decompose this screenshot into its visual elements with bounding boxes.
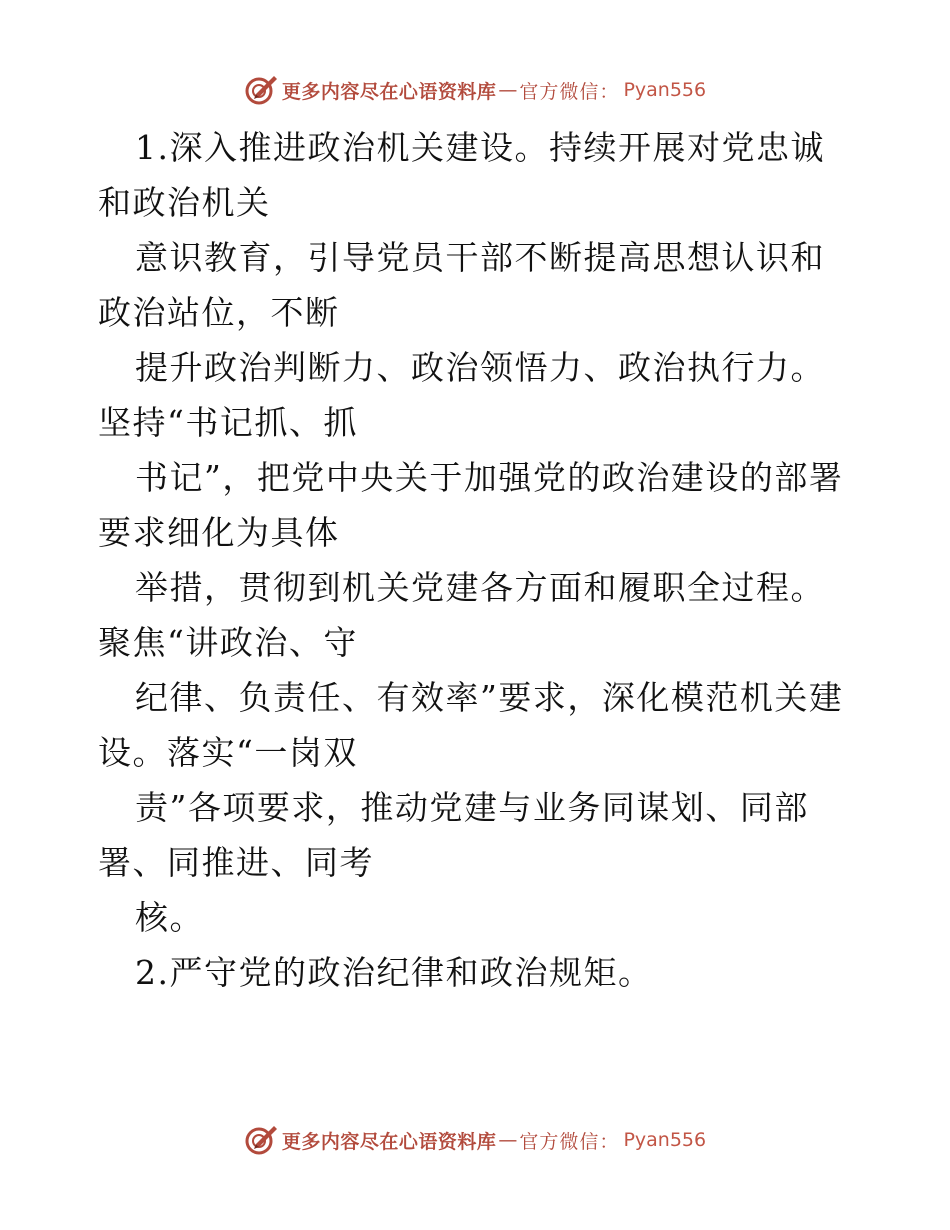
banner-dash: — bbox=[498, 1129, 518, 1151]
banner-wechat-label: 官方微信： bbox=[519, 80, 620, 103]
paragraph-5: 举措，贯彻到机关党建各方面和履职全过程。聚焦“讲政治、守 bbox=[98, 568, 825, 662]
pen-circle-logo-icon bbox=[244, 1123, 278, 1157]
pen-circle-logo-icon bbox=[244, 73, 278, 107]
paragraph-2: 意识教育，引导党员干部不断提高思想认识和政治站位，不断 bbox=[98, 238, 825, 332]
paragraph-4: 书记”，把党中央关于加强党的政治建设的部署要求细化为具体 bbox=[98, 458, 844, 552]
banner-wechat-label: 官方微信： bbox=[519, 1130, 620, 1153]
header-banner bbox=[0, 70, 950, 110]
footer-banner bbox=[0, 1120, 950, 1160]
paragraph-9: 2.严守党的政治纪律和政治规矩。 bbox=[135, 953, 653, 992]
banner-wechat-id: Pyan556 bbox=[623, 1129, 707, 1151]
paragraph-7: 责”各项要求，推动党建与业务同谋划、同部署、同推进、同考 bbox=[98, 788, 809, 882]
paragraph-8: 核。 bbox=[135, 898, 204, 937]
paragraph-3: 提升政治判断力、政治领悟力、政治执行力。坚持“书记抓、抓 bbox=[98, 348, 825, 442]
paragraph-1: 1.深入推进政治机关建设。持续开展对党忠诚和政治机关 bbox=[98, 128, 825, 222]
banner-dash: — bbox=[498, 79, 518, 101]
document-body bbox=[98, 120, 858, 1000]
paragraph-6: 纪律、负责任、有效率”要求，深化模范机关建设。落实“一岗双 bbox=[98, 678, 844, 772]
banner-wechat-id: Pyan556 bbox=[623, 79, 707, 101]
banner-site-text: 更多内容尽在心语资料库 bbox=[281, 1130, 497, 1153]
banner-site-text: 更多内容尽在心语资料库 bbox=[281, 80, 497, 103]
